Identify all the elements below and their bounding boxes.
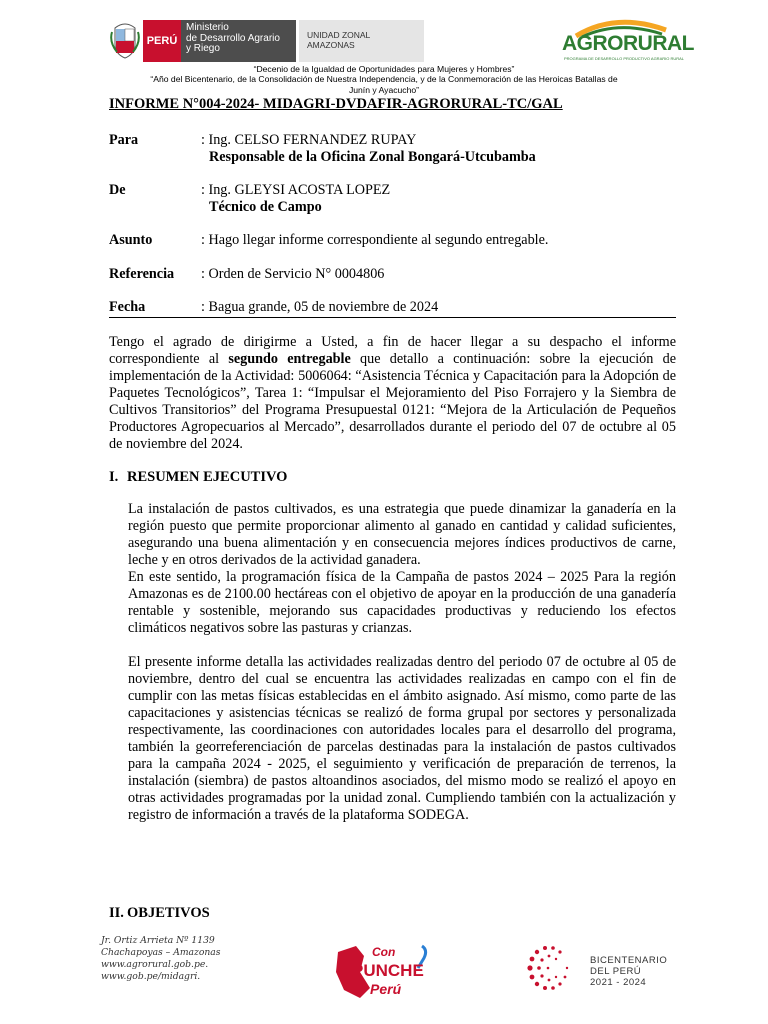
- section-title: OBJETIVOS: [127, 905, 210, 921]
- con-punche-peru-logo: [330, 938, 438, 1002]
- agrorural-logo: [562, 18, 694, 64]
- bicentenario-logo: [520, 943, 680, 993]
- punche-line-2: PUNCHE: [352, 961, 424, 980]
- document-header: [0, 0, 768, 70]
- resumen-paragraph-2: El presente informe detalla las actividades realizadas dentro del periodo 07 de octubre al 05 de noviembre, dentro del cual se encuentra las actividades realizadas en campo con el fin de cumplir con las metas físicas establecidas en el ámbito asignado. Así mismo, como parte de las capacitaciones y asistencias técnicas se realizó de forma grupal por sectores y personalizada respectivamente, las coordinaciones con autoridades locales para el desarrollo del programa, también la georreferenciación de parcelas destinadas para la instalación de pastos cultivados para la campaña 2024 - 2025, el seguimiento y verificación de preparación de terrenos, la instalación (siembra) de pastos altoandinos asociados, del mismo modo se realizó el apoyo en otras actividades programadas por la unidad zonal. Cumpliendo también con la actualización y registro de información a través de la plataforma SODEGA.: [128, 654, 676, 823]
- meta-referencia-label: Referencia: [109, 266, 175, 282]
- government-logo: [107, 20, 424, 62]
- section-number: I.: [109, 469, 119, 485]
- intro-text-end: que detallo a continuación: sobre la ejecución de implementación de la Actividad: 5006064: “Asistencia Técnica y Capacitación para la Adopción de Paquetes Tecnológicos”, Tarea 1: “Impulsar el Mejoramiento del Piso Forrajero y la Siembra de Cultivos Transitorios” del Programa Presupuestal 0121: “Mejora de la Articulación de Pequeños Productores Agropecuarios al Mercado”, desarrollados durante el periodo del 07 de octubre al 05 de noviembre del 2024.: [109, 351, 676, 452]
- meta-para-label: Para: [109, 132, 139, 148]
- ministry-line-3: y Riego: [186, 43, 220, 54]
- section-heading-objetivos: [109, 905, 210, 922]
- footer-address-line-1: Jr. Ortiz Arrieta Nº 1139: [101, 935, 215, 946]
- ministry-label: [181, 20, 296, 62]
- footer-website-agrorural[interactable]: www.agrorural.gob.pe.: [101, 959, 209, 970]
- resumen-paragraph-1a: La instalación de pastos cultivados, es una estrategia que puede dinamizar la ganadería en la región puesto que permite proporcionar alimento al ganado en cantidad y calidad suficientes, asegurando una buena alimentación y en consecuencia mejores índices productivos de carne, leche y en otros derivados de la actividad ganadera.: [128, 501, 676, 568]
- unit-line-1: UNIDAD ZONAL: [307, 30, 371, 40]
- intro-paragraph: [109, 334, 676, 453]
- slogan-decenio: “Decenio de la Igualdad de Oportunidades para Mujeres y Hombres”: [253, 64, 515, 74]
- peru-map-icon: [330, 938, 438, 1002]
- report-title: INFORME N°004-2024- MIDAGRI-DVDAFIR-AGRORURAL-TC/GAL: [109, 96, 563, 112]
- peru-label: PERÚ: [143, 20, 181, 62]
- bicentenario-line-2: DEL PERÚ: [590, 966, 642, 977]
- bicentenario-line-1: BICENTENARIO: [590, 955, 668, 966]
- slogan-bicentenario-line-1: “Año del Bicentenario, de la Consolidación de Nuestra Independencia, y de la Conmemoración de las Heroicas Batallas de: [150, 74, 618, 84]
- unit-line-2: AMAZONAS: [307, 39, 355, 50]
- footer-website-midagri[interactable]: www.gob.pe/midagri.: [101, 971, 201, 982]
- agrorural-logo-text: AGRORURAL: [562, 32, 694, 55]
- punche-line-3: Perú: [370, 981, 402, 997]
- section-heading-resumen: [109, 469, 287, 486]
- intro-bold-text: segundo entregable: [228, 351, 351, 367]
- agrorural-logo-subtitle: PROGRAMA DE DESARROLLO PRODUCTIVO AGRARIO RURAL: [564, 56, 685, 61]
- intro-text-start: Tengo el agrado de dirigirme a Usted, a fin de hacer llegar a su despacho el informe correspondiente al: [109, 334, 676, 367]
- meta-referencia-value: : Orden de Servicio N° 0004806: [201, 266, 385, 282]
- slogan-bicentenario: [80, 74, 688, 96]
- meta-de-label: De: [109, 182, 126, 198]
- bicentenario-text: [590, 955, 667, 988]
- footer-address-line-2: Chachapoyas – Amazonas: [101, 947, 221, 958]
- bicentenario-circle-icon: [520, 943, 582, 993]
- meta-fecha-value: : Bagua grande, 05 de noviembre de 2024: [201, 299, 439, 315]
- footer-address: [101, 935, 221, 983]
- meta-para-sub: Responsable de la Oficina Zonal Bongará-Utcubamba: [209, 149, 536, 165]
- unit-label: [299, 20, 424, 62]
- meta-asunto-value: : Hago llegar informe correspondiente al segundo entregable.: [201, 232, 549, 248]
- resumen-paragraph-1b: En este sentido, la programación física de la Campaña de pastos 2024 – 2025 Para la región Amazonas es de 2100.00 hectáreas con el objetivo de apoyar en la producción de una ganadería rentable y sostenible, mejorando sus capacidades productivas y reduciendo los efectos climáticos negativos sobre las pasturas y crianzas.: [128, 569, 676, 636]
- header-divider: [109, 317, 676, 318]
- ministry-line-2: de Desarrollo Agrario: [186, 32, 280, 44]
- resumen-paragraph-1: [128, 501, 676, 637]
- bicentenario-line-3: 2021 - 2024: [590, 977, 647, 988]
- punche-line-1: Con: [372, 945, 396, 959]
- meta-asunto-label: Asunto: [109, 232, 153, 248]
- slogan-bicentenario-line-2: Junín y Ayacucho”: [348, 85, 420, 95]
- peru-coat-of-arms-icon: [107, 20, 143, 62]
- section-title: RESUMEN EJECUTIVO: [127, 469, 288, 485]
- section-number: II.: [109, 905, 124, 921]
- meta-de-value: : Ing. GLEYSI ACOSTA LOPEZ: [201, 182, 391, 198]
- meta-para-value: : Ing. CELSO FERNANDEZ RUPAY: [201, 132, 417, 148]
- meta-fecha-label: Fecha: [109, 299, 146, 315]
- ministry-line-1: Ministerio: [186, 22, 229, 33]
- meta-de-sub: Técnico de Campo: [209, 199, 322, 215]
